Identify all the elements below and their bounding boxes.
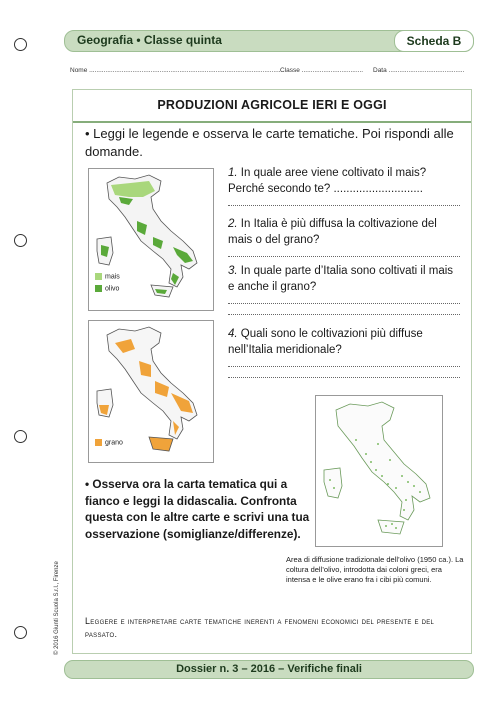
header-title: Geografia • Classe quinta (77, 33, 222, 47)
scheda-badge: Scheda B (394, 30, 474, 52)
legend-grano: grano (95, 439, 123, 446)
question-2: 2. In Italia è più diffusa la coltivazione del mais o del grano? (228, 216, 460, 263)
map-caption: Area di diffusione tradizionale dell’olivo (1950 ca.). La coltura dell’olivo, introdotta dai coloni greci, era intensa e le olive erano fra i cibi più comuni. (286, 555, 464, 584)
title-band (73, 90, 471, 123)
footer-bar: Dossier n. 3 – 2016 – Verifiche finali (64, 660, 474, 679)
header-bar (64, 30, 474, 52)
date-label: Data (373, 67, 387, 74)
name-label: Nome (70, 67, 88, 74)
question-4: 4. Quali sono le coltivazioni più diffuse nell’Italia meridionale? (228, 326, 460, 384)
legend-swatch-mais (95, 273, 102, 280)
class-label: Classe (280, 67, 300, 74)
worksheet-title: PRODUZIONI AGRICOLE IERI E OGGI (157, 98, 387, 112)
answer-line[interactable] (228, 310, 460, 315)
answer-line[interactable] (228, 362, 460, 367)
worksheet-card (72, 89, 472, 654)
question-3: 3. In quale parte d’Italia sono coltivati il mais e anche il grano? (228, 263, 460, 321)
answer-line[interactable] (228, 373, 460, 378)
answer-line[interactable] (228, 299, 460, 304)
answer-line[interactable] (228, 201, 460, 206)
map-olivo-1950 (315, 395, 443, 547)
italy-map-olivo-1950 (316, 396, 442, 546)
task-2-instruction: • Osserva ora la carta tematica qui a fianco e leggi la didascalia. Confronta questa con le altre carte e scrivi una tua osservazione (somiglianze/differenze). (85, 477, 310, 541)
map-grano (88, 320, 214, 463)
map-mais-olivo (88, 168, 214, 311)
copyright: © 2016 Giunti Scuola S.r.l., Firenze (54, 561, 60, 655)
answer-line[interactable] (228, 252, 460, 257)
legend-olivo: olivo (95, 285, 119, 292)
learning-objective: Leggere e interpretare carte tematiche inerenti a fenomeni economici del presente e del passato. (85, 616, 435, 639)
binder-hole (14, 626, 27, 639)
binder-hole (14, 234, 27, 247)
binder-hole (14, 430, 27, 443)
legend-swatch-olivo (95, 285, 102, 292)
question-1: 1. In quale aree viene coltivato il mais? Perché secondo te? ............................ (228, 165, 460, 212)
intro-instruction: • Leggi le legende e osserva le carte tematiche. Poi rispondi alle domande. (85, 126, 454, 159)
legend-mais: mais (95, 273, 120, 280)
binder-hole (14, 38, 27, 51)
legend-swatch-grano (95, 439, 102, 446)
